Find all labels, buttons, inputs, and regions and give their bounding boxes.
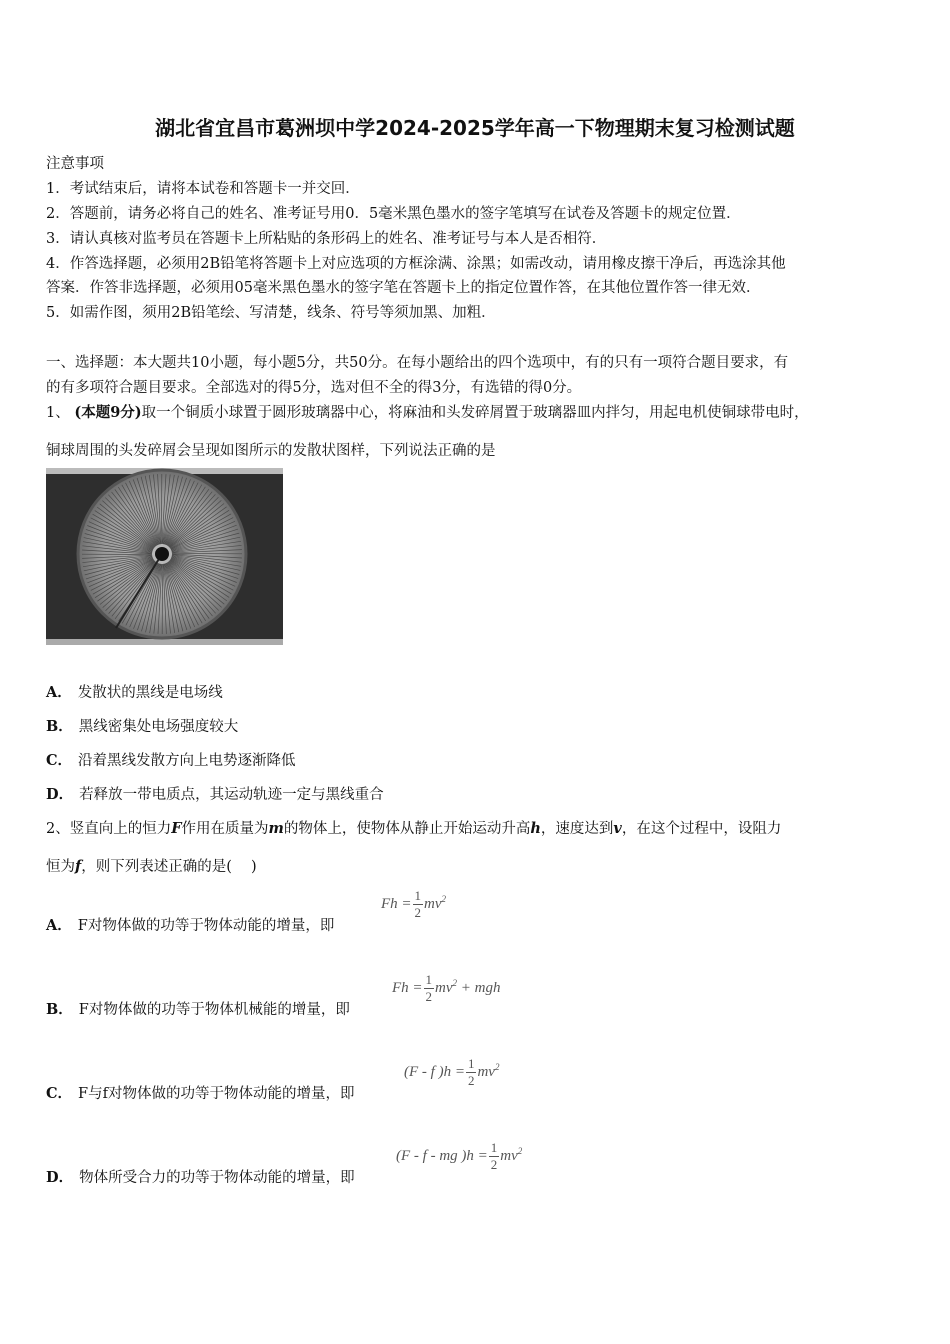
fraction-denominator: 2: [490, 1157, 498, 1172]
q2-text: ，在这个过程中，设阻力: [621, 821, 782, 837]
q2-text: 的物体上，使物体从静止开始运动升高: [283, 821, 531, 837]
question-2-stem: [46, 817, 781, 838]
formula-b: [392, 972, 501, 1005]
option-text: 物体所受合力的功等于物体动能的增量，即: [79, 1170, 355, 1186]
fraction-denominator: 2: [414, 905, 422, 920]
q2-option-d[interactable]: [46, 1166, 355, 1187]
q2-text: 作用在质量为: [181, 821, 269, 837]
option-text: 沿着黑线发散方向上电势逐渐降低: [78, 753, 296, 769]
question-2-stem-cont: [46, 855, 257, 876]
option-label: A．: [46, 917, 72, 934]
formula-d: [396, 1140, 522, 1173]
option-text: 若释放一带电质点，其运动轨迹一定与黑线重合: [79, 787, 384, 803]
question-score: (本题9分): [74, 404, 142, 421]
question-1-stem: [46, 401, 809, 422]
formula-rhs: mv: [500, 1147, 518, 1164]
note-item: 5．如需作图，须用2B铅笔绘、写清楚，线条、符号等须加黑、加粗．: [46, 305, 496, 321]
option-text: F与f对物体做的功等于物体动能的增量，即: [78, 1086, 355, 1102]
fraction-denominator: 2: [467, 1073, 475, 1088]
fraction-numerator: 1: [490, 1140, 498, 1155]
q2-option-a[interactable]: [46, 914, 334, 935]
option-label: C．: [46, 1085, 73, 1102]
option-text: 发散状的黑线是电场线: [77, 685, 223, 701]
fraction: [466, 1056, 477, 1089]
note-item: 3．请认真核对监考员在答题卡上所粘贴的条形码上的姓名、准考证号与本人是否相符．: [46, 231, 607, 247]
formula-c: [404, 1056, 499, 1089]
note-item: 1．考试结束后，请将本试卷和答题卡一并交回．: [46, 181, 360, 197]
option-label: B．: [46, 1001, 73, 1018]
formula-lhs: (F - f )h =: [404, 1063, 465, 1080]
fraction-denominator: 2: [425, 989, 433, 1004]
formula-a: [381, 888, 446, 921]
q2-option-b[interactable]: [46, 998, 350, 1019]
q1-option-d[interactable]: [46, 783, 384, 804]
fraction-numerator: 1: [425, 972, 433, 987]
section-heading-line2: 的有多项符合题目要求。全部选对的得5分，选对但不全的得3分，有选错的得0分。: [46, 380, 582, 396]
option-text: 黑线密集处电场强度较大: [78, 719, 239, 735]
option-label: A．: [46, 684, 72, 701]
fraction: [424, 972, 435, 1005]
fraction: [413, 888, 424, 921]
q1-option-a[interactable]: [46, 681, 223, 702]
q2-var: m: [268, 820, 284, 837]
fraction-numerator: 1: [467, 1056, 475, 1071]
note-item: 2．答题前，请务必将自己的姓名、准考证号用0．5毫米黑色墨水的签字笔填写在试卷及答题卡的规定位置．: [46, 206, 741, 222]
formula-rhs: mv: [435, 979, 453, 996]
notes-heading: 注意事项: [46, 156, 104, 172]
page-title: 湖北省宜昌市葛洲坝中学2024-2025学年高一下物理期末复习检测试题: [155, 116, 795, 140]
option-text: F对物体做的功等于物体机械能的增量，即: [78, 1002, 350, 1018]
option-label: C．: [46, 752, 73, 769]
fraction-numerator: 1: [414, 888, 422, 903]
q1-option-b[interactable]: [46, 715, 238, 736]
q2-var: h: [530, 820, 541, 837]
option-label: B．: [46, 718, 73, 735]
note-item: 4．作答选择题，必须用2B铅笔将答题卡上对应选项的方框涂满、涂黑；如需改动，请用橡皮擦干净后，再选涂其他: [46, 256, 786, 272]
q2-text: ，速度达到: [540, 821, 614, 837]
exponent: 2: [441, 893, 447, 904]
section-heading-line1: 一、选择题：本大题共10小题，每小题5分，共50分。在每小题给出的四个选项中，有的只有一项符合题目要求，有: [46, 355, 789, 371]
q2-var: F: [171, 820, 182, 837]
exponent: 2: [517, 1145, 523, 1156]
formula-tail: + mgh: [460, 979, 501, 996]
q1-option-c[interactable]: [46, 749, 296, 770]
formula-rhs: mv: [477, 1063, 495, 1080]
question-1-stem-cont: 铜球周围的头发碎屑会呈现如图所示的发散状图样，下列说法正确的是: [46, 443, 496, 459]
question-1-text: 取一个铜质小球置于圆形玻璃器中心，将麻油和头发碎屑置于玻璃器皿内拌匀，用起电机使铜球带电时，: [141, 405, 809, 421]
note-item: 答案．作答非选择题，必须用05毫米黑色墨水的签字笔在答题卡上的指定位置作答，在其他位置作答一律无效．: [46, 280, 761, 296]
fraction: [489, 1140, 500, 1173]
q2-text: 2、竖直向上的恒力: [46, 821, 172, 837]
exponent: 2: [452, 977, 458, 988]
q2-option-c[interactable]: [46, 1082, 354, 1103]
option-label: D．: [46, 786, 74, 803]
formula-lhs: (F - f - mg )h =: [396, 1147, 488, 1164]
q2-text: 恒为: [46, 859, 75, 875]
q2-var: v: [613, 820, 622, 837]
formula-lhs: Fh =: [381, 895, 412, 912]
formula-rhs: mv: [424, 895, 442, 912]
q2-var: f: [75, 858, 82, 875]
option-text: F对物体做的功等于物体动能的增量，即: [77, 918, 335, 934]
formula-lhs: Fh =: [392, 979, 423, 996]
hair-pattern-photo: [46, 468, 283, 645]
q2-text: ，则下列表述正确的是( ): [81, 859, 257, 875]
option-label: D．: [46, 1169, 74, 1186]
question-number: 1、: [46, 405, 70, 421]
exponent: 2: [494, 1061, 500, 1072]
